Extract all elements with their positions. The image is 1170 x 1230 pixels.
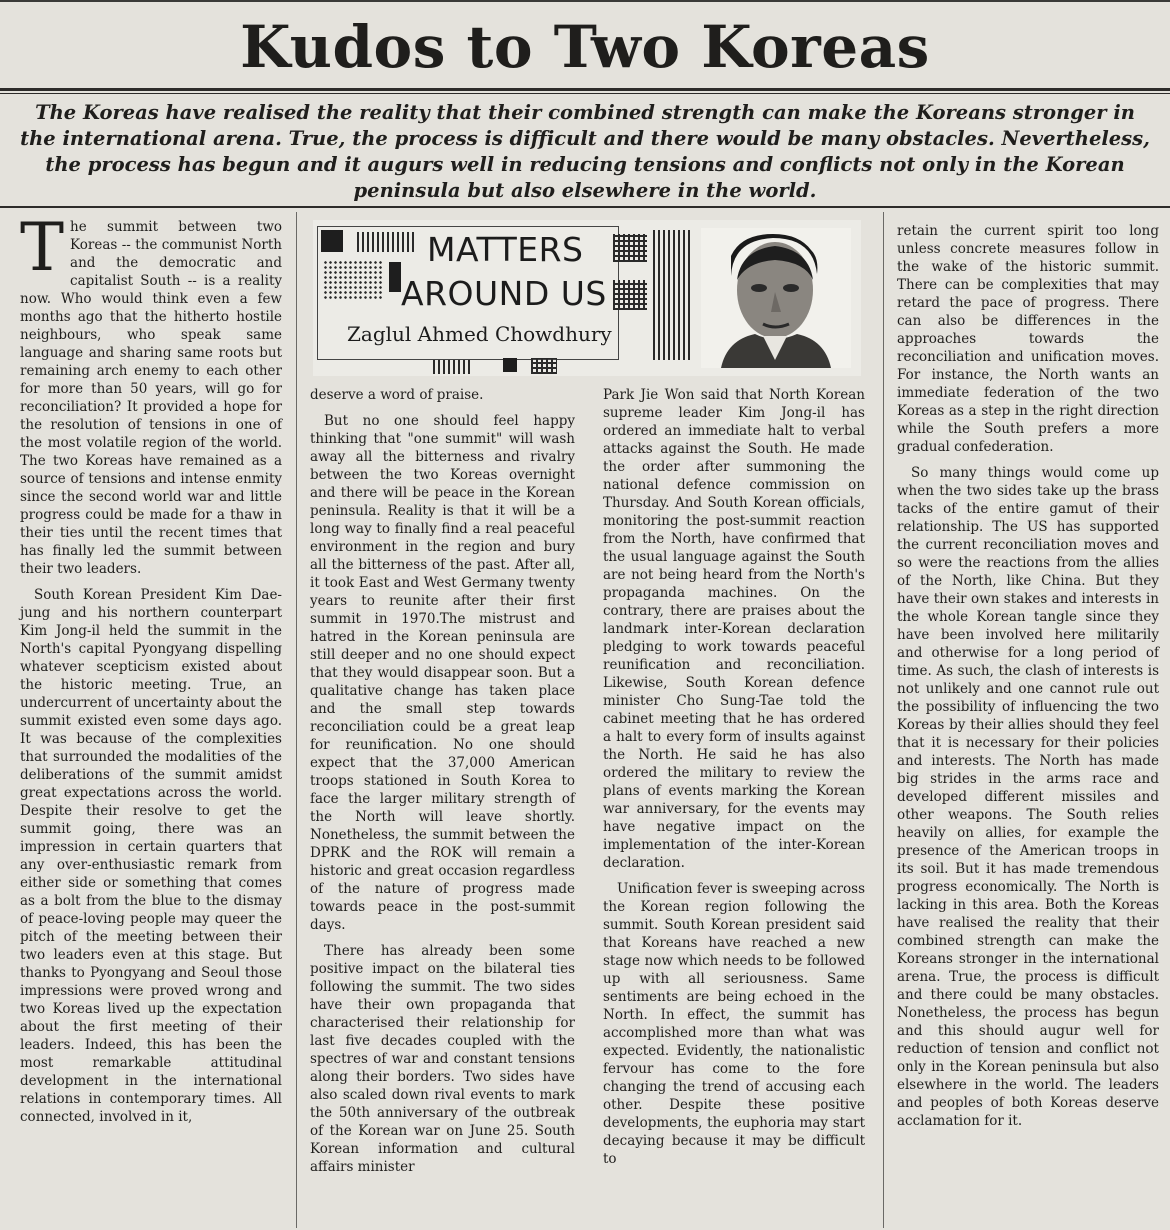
paragraph: deserve a word of praise.	[310, 387, 484, 403]
headline-rule	[0, 88, 1170, 91]
article-column-4	[897, 222, 1159, 1228]
author-portrait	[701, 228, 851, 368]
column-divider	[296, 212, 297, 1228]
logo-square-graphic	[321, 230, 343, 252]
article-column-1	[20, 209, 283, 1228]
logo-hatch-graphic	[653, 230, 693, 360]
logo-bar-graphic	[389, 262, 401, 292]
article-column-3	[603, 386, 865, 1228]
paragraph: Park Jie Won said that North Korean supreme leader Kim Jong-il has ordered an immediate halt to verbal attacks against the South. He made the order after summoning the national defence commission on Thursday. And South Korean officials, monitoring the post-summit reaction from the North, have confirmed that the usual language against the South are not being heard from the North's propaganda machines. On the contrary, there are praises about the landmark inter-Korean declaration pledging to work towards peaceful reunification and reconciliation. Likewise, South Korean defence minister Cho Sung-Tae told the cabinet meeting that he has ordered a halt to every form of insults against the North. He said he has also ordered the military to review the plans of events marking the Korean war anniversary, for the events may have negative impact on the implementation of the inter-Korean declaration.	[603, 387, 865, 871]
logo-grid-graphic	[613, 280, 647, 310]
top-rule	[0, 0, 1170, 2]
paragraph: retain the current spirit too long unless concrete measures follow in the wake of the historic summit. There can be complexities that may retard the pace of progress. There can also be differences in the approaches towards the reconciliation and unification moves. For instance, the North wants an immediate federation of the two Koreas as a step in the right direction while the South prefers a more gradual confederation.	[897, 223, 1159, 455]
logo-grid-graphic	[531, 358, 557, 374]
column-logo	[313, 220, 861, 376]
logo-grid-graphic	[613, 234, 647, 262]
paragraph: There has already been some positive impact on the bilateral ties following the summit. The two sides have their own propaganda that characterised their relationship for last five decades coupled with the spectres of war and constant tensions along their borders. Two sides have also scaled down rival events to mark the 50th anniversary of the outbreak of the Korean war on June 25. South Korean information and cultural affairs minister	[310, 943, 575, 1175]
logo-dots-graphic	[323, 260, 383, 300]
standfirst-rule	[0, 206, 1170, 208]
logo-title-line1: MATTERS	[427, 230, 584, 269]
logo-hatch-graphic	[357, 232, 415, 252]
drop-cap: T	[20, 209, 65, 286]
headline: Kudos to Two Koreas	[240, 13, 930, 81]
logo-hatch-graphic	[433, 360, 473, 374]
standfirst: The Koreas have realised the reality that their combined strength can make the Koreans stronger in the international arena. True, the process is difficult and there would be many obstacles. Nevertheless, the process has begun and it augurs well in reducing tensions and conflicts not only in the Korean peninsula but also elsewhere in the world.	[20, 101, 1150, 202]
column-divider	[883, 212, 884, 1228]
logo-square-graphic	[503, 358, 517, 372]
paragraph	[20, 209, 282, 578]
paragraph: But no one should feel happy thinking that "one summit" will wash away all the bitterness and rivalry between the two Koreas overnight and there will be peace in the Korean peninsula. Reality is that it will be a long way to finally find a real peaceful environment in the region and bury all the bitterness of the past. After all, it took East and West Germany twenty years to reunite after their first summit in 1970.The mistrust and hatred in the Korean peninsula are still deeper and no one should expect that they would disappear soon. But a qualitative change has taken place and the small step towards reconciliation could be a great leap for reunification. No one should expect that the 37,000 American troops stationed in South Korea to face the larger military strength of the North will leave shortly. Nonetheless, the summit between the DPRK and the ROK will remain a historic and great occasion regardless of the nature of progress made towards peace in the post-summit days.	[310, 413, 575, 933]
author-name: Zaglul Ahmed Chowdhury	[347, 322, 612, 346]
paragraph: Unification fever is sweeping across the Korean region following the summit. South Korean president said that Koreans have reached a new stage now which needs to be followed up with all seriousness. Same sentiments are being echoed in the North. In effect, the summit has accomplished more than what was expected. Evidently, the nationalistic fervour has come to the fore changing the trend of accusing each other. Despite these positive developments, the euphoria may start decaying because it may be difficult to	[603, 881, 865, 1167]
article-column-2	[310, 386, 575, 1228]
headline-rule-thin	[0, 93, 1170, 94]
logo-title-line2: AROUND US	[401, 274, 607, 313]
paragraph: So many things would come up when the two sides take up the brass tacks of the entire gamut of their relationship. The US has supported the current reconciliation moves and so were the reactions from the allies of the North, like China. But they have their own stakes and interests in the whole Korean tangle since they have been involved here militarily and otherwise for a long period of time. As such, the clash of interests is not unlikely and one cannot rule out the possibility of influencing the two Koreas by their allies should they feel that it is necessary for their policies and interests. The North has made big strides in the arms race and developed different missiles and other weapons. The South relies heavily on allies, for example the presence of the American troops in its soil. But it has made tremendous progress economically. The North is lacking in this area. Both the Koreas have realised the reality that their combined strength can make the Koreans stronger in the international arena. True, the process is difficult and there could be many obstacles. Nonetheless, the process has begun and this should augur well for reduction of tension and conflict not only in the Korean peninsula but also elsewhere in the world. The leaders and peoples of both Koreas deserve acclamation for it.	[897, 465, 1159, 1129]
paragraph: South Korean President Kim Dae-jung and his northern counterpart Kim Jong-il held the summit in the North's capital Pyongyang dispelling whatever scepticism existed about the historic meeting. True, an undercurrent of uncertainty about the summit existed even some days ago. It was because of the complexities that surrounded the modalities of the deliberations of the summit amidst great expectations across the world. Despite their resolve to get the summit going, there was an impression in certain quarters that any over-enthusiastic remark from either side or something that comes as a bolt from the blue to the dismay of peace-loving people may queer the pitch of the meeting between their two leaders even at this stage. But thanks to Pyongyang and Seoul those impressions were proved wrong and two Koreas lived up the expectation about the first meeting of their leaders. Indeed, this has been the most remarkable attitudinal development in the international relations in contemporary times. All connected, involved in it,	[20, 587, 283, 1125]
paragraph-text: he summit between two Koreas -- the communist North and the democratic and capitalist South -- is a reality now. Who would think even a few months ago that the hitherto hostile neighbours, who speak same language and sharing same roots but remaining arch enemy to each other for more than 50 years, will go for reconciliation? It provided a hope for the resolution of tensions in one of the most volatile region of the world. The two Koreas have remained as a source of tensions and intense enmity since the second world war and little progress could be made for a thaw in their ties until the recent times that has finally led the summit between their two leaders.	[20, 219, 282, 577]
